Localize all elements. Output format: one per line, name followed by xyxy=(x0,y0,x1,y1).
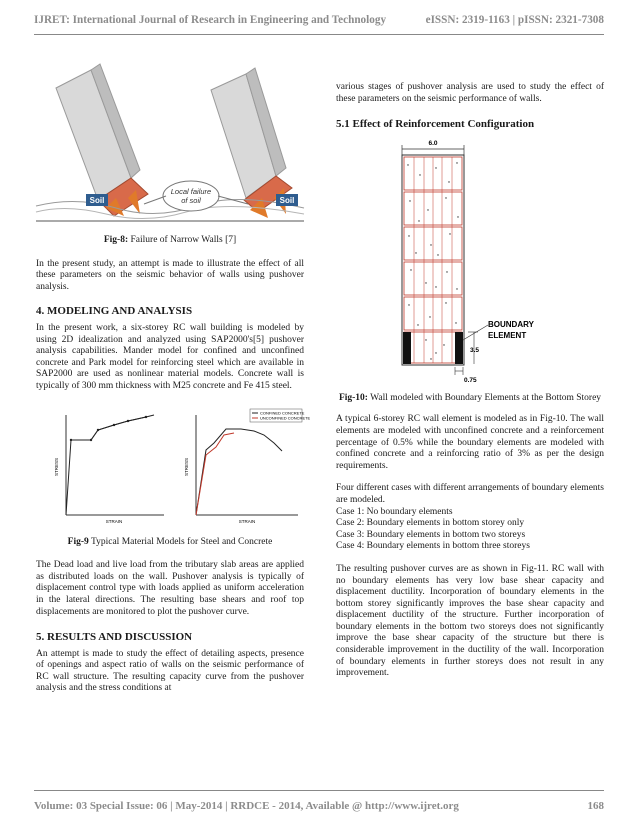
para-present-study: In the present study, an attempt is made to illustrate the effect of all these parameters on the seismic behavior of walls using pushover analysis. xyxy=(36,258,304,292)
volume-text: Volume: 03 Special Issue: 06 | May-2014 | RRDCE - 2014, Available @ http://www.ijret.org xyxy=(34,800,459,812)
case-1: Case 1: No boundary elements xyxy=(336,506,453,517)
case-3: Case 3: Boundary elements in bottom two storeys xyxy=(336,529,526,540)
cases-intro: Four different cases with different arrangements of boundary elements are modeled. xyxy=(336,483,604,505)
heading-results: 5. RESULTS AND DISCUSSION xyxy=(36,631,193,644)
para-typical: A typical 6-storey RC wall element is modeled as in Fig-10. The wall elements are modeled with unconfined concrete and a reinforcement percentage of 0.5% while the boundary elements are modeled with confined concrete and a reinforcing ratio of 3% as per the design requirements. xyxy=(336,414,604,471)
fig9-caption-label: Fig-9 xyxy=(67,536,89,547)
issn-text: eISSN: 2319-1163 | pISSN: 2321-7308 xyxy=(425,14,604,26)
dim-width-label: 0.75 xyxy=(464,376,477,384)
case-4: Case 4: Boundary elements in bottom three storeys xyxy=(336,541,530,552)
case-2: Case 2: Boundary elements in bottom storey only xyxy=(336,518,525,529)
footer-rule xyxy=(34,790,604,791)
left-column xyxy=(36,58,311,695)
right-column xyxy=(336,82,604,680)
concrete-ylabel: STRESS xyxy=(184,457,189,476)
concrete-curve-plot xyxy=(184,409,311,524)
fig10-wall-drawing xyxy=(336,135,604,385)
soil-label-left: Soil xyxy=(89,196,105,205)
journal-title: IJRET: International Journal of Research in Engineering and Technology xyxy=(34,14,387,26)
legend-confined: CONFINED CONCRETE xyxy=(260,410,305,416)
concrete-xlabel: STRAIN xyxy=(238,518,256,524)
header-rule xyxy=(34,34,604,35)
steel-curve-plot xyxy=(54,415,164,524)
local-failure-label: Local failure xyxy=(170,187,212,196)
steel-xlabel: STRAIN xyxy=(105,518,123,524)
legend-unconfined: UNCONFINED CONCRETE xyxy=(260,415,311,421)
fig10-caption-label: Fig-10: xyxy=(338,392,368,403)
boundary-label-line1: BOUNDARY xyxy=(488,319,534,329)
soil-label-right: Soil xyxy=(279,196,295,205)
para-pushover: The resulting pushover curves are as shown in Fig-11. RC wall with no boundary elements has very low base shear capacity and displacement ductility. Incorporation of boundary elements in the bottom storey significantly improves the base shear capacity and displacement ductility of the structure. Further incorporation of boundary elements in the bottom two storeys does not significantly improve the base shear capacity of the structure but there is considerable improvement in the ductility of the wall. Incorporation of boundary elements in further storeys does not result in any improvement. xyxy=(336,563,604,679)
boundary-label-line2: ELEMENT xyxy=(488,330,527,340)
fig10-caption-text: Wall modeled with Boundary Elements at the Bottom Storey xyxy=(367,392,602,403)
cases-list xyxy=(336,483,604,553)
fig8-caption-text: Failure of Narrow Walls [7] xyxy=(130,235,237,245)
fig8-caption xyxy=(36,235,304,247)
page-number: 168 xyxy=(587,800,604,812)
steel-ylabel: STRESS xyxy=(54,457,59,476)
dim-top-label: 6.0 xyxy=(428,139,438,147)
para-dead-load: The Dead load and live load from the tributary slab areas are applied as distributed loads on the wall. Pushover analysis is typically of displacement control type with loads applied as uniform acceleration in the lateral directions. The resulting base shears and roof top displacements are monitored to plot the pushover curve. xyxy=(36,560,304,617)
para-results: An attempt is made to study the effect of detailing aspects, presence of openings and aspect ratio of walls on the seismic performance of RC wall structure. The resulting capacity curve from the pushover analysis and the stress conditions at xyxy=(36,648,304,694)
boundary-element-right xyxy=(455,332,463,364)
fig9-caption-text: Typical Material Models for Steel and Concrete xyxy=(88,536,273,547)
fig10-caption xyxy=(336,393,604,405)
fig8-caption-label: Fig-8: xyxy=(103,235,129,245)
heading-reinforcement: 5.1 Effect of Reinforcement Configuration xyxy=(336,118,535,131)
fig9-caption xyxy=(36,537,304,549)
of-soil-label: of soil xyxy=(181,196,201,205)
heading-modeling: 4. MODELING AND ANALYSIS xyxy=(36,305,193,318)
fig8-illustration xyxy=(36,58,304,223)
dim-height-label: 3.5 xyxy=(470,346,480,354)
para-continued: various stages of pushover analysis are used to study the effect of these parameters on the seismic performance of walls. xyxy=(336,82,604,104)
para-modeling: In the present work, a six-storey RC wall building is modeled by using 2D idealization and analyzed using SAP2000's[5] pushover analysis capabilities. Mander model for confined and unconfined concrete and Park model for reinforcing steel which are available in SAP2000 are used as nonlinear material models. Concrete wall is typically of 300 mm thickness with M25 concrete and Fe 415 steel. xyxy=(36,322,304,391)
boundary-element-left xyxy=(403,332,411,364)
fig9-material-curves xyxy=(36,405,311,535)
